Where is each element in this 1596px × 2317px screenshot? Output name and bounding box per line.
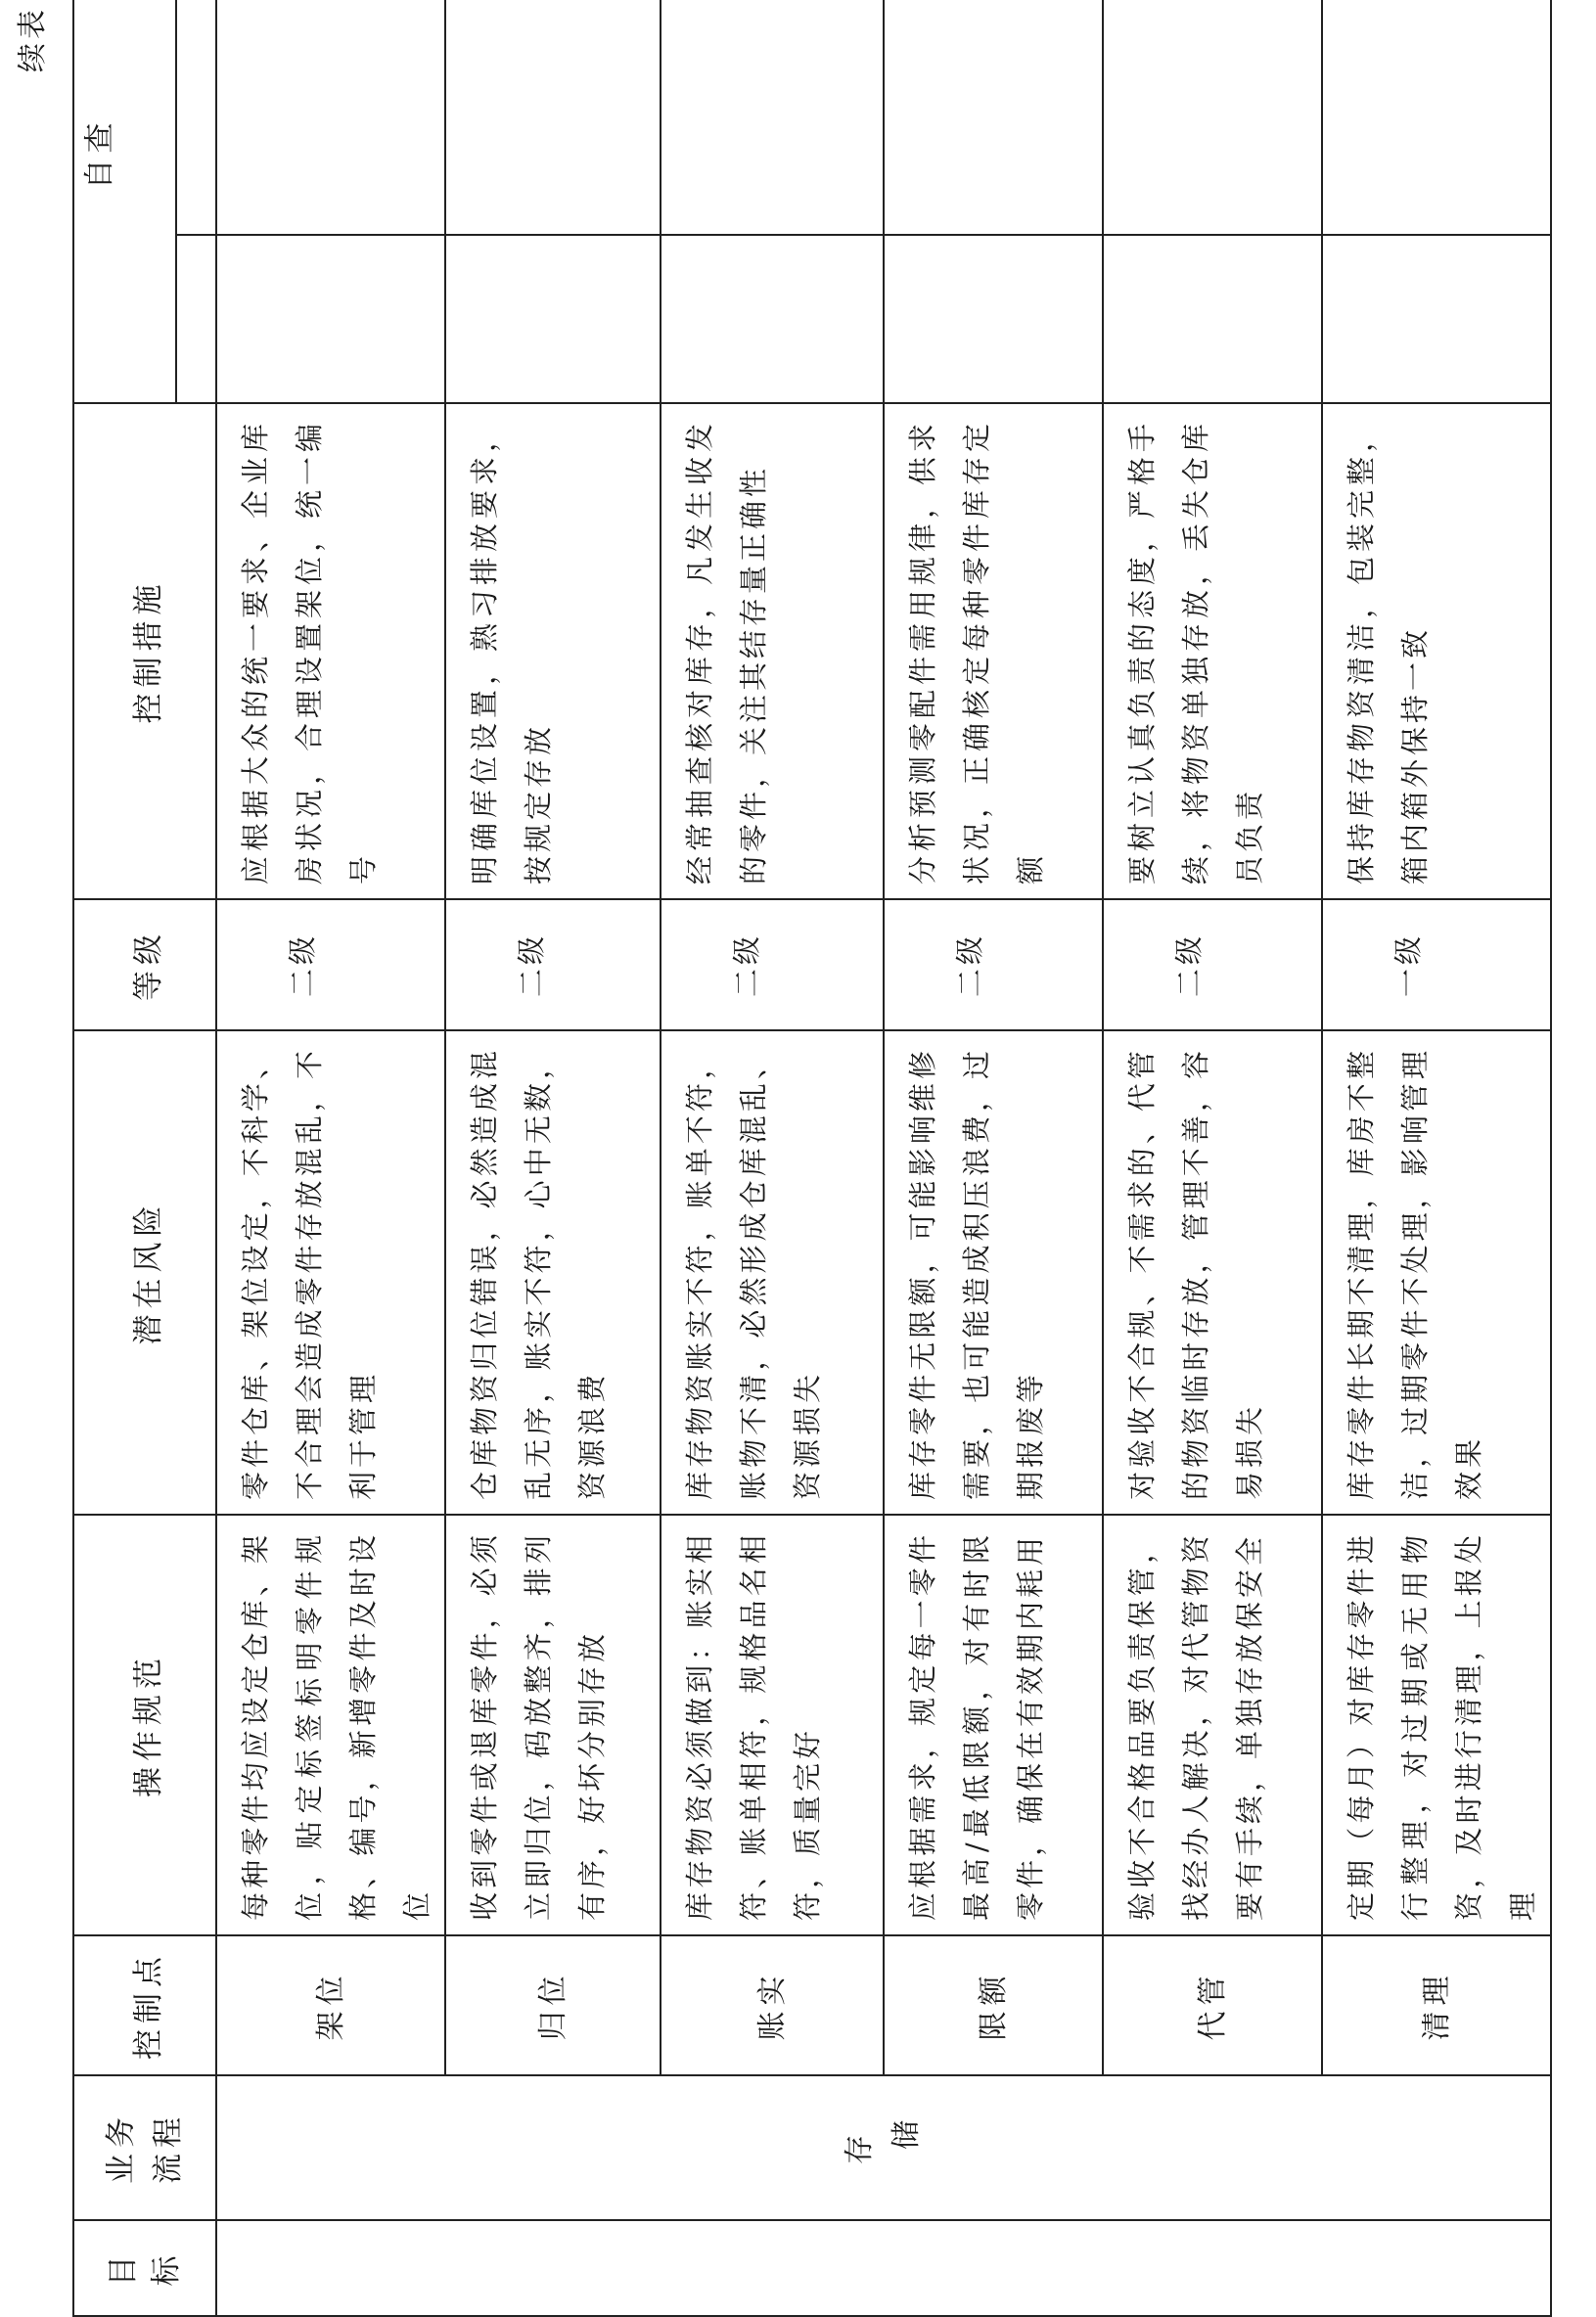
table-row — [445, 0, 661, 2316]
continuation-label: 续表 — [16, 6, 50, 72]
risk-cell: 库存零件长期不清理，库房不整洁，过期零件不处理，影响管理效果 — [1322, 1030, 1551, 1515]
operation-spec-cell: 应根据需求，规定每一零件最高/最低限额，对有时限零件，确保在有效期内耗用 — [884, 1515, 1103, 1935]
header-process: 业务 流程 — [73, 2075, 216, 2220]
measures-cell: 要树立认真负责的态度，严格手续，将物资单独存放，丢失仓库员负责 — [1103, 403, 1322, 899]
header-operation-spec: 操作规范 — [73, 1515, 216, 1935]
table-row — [661, 0, 884, 2316]
control-table — [72, 0, 1552, 2317]
self-check-cell-1 — [445, 235, 661, 403]
operation-spec-cell: 库存物资必须做到：账实相符、账单相符，规格品名相符，质量完好 — [661, 1515, 884, 1935]
self-check-cell-1 — [216, 235, 445, 403]
table-row — [216, 0, 445, 2316]
control-point-cell: 账实 — [661, 1935, 884, 2075]
self-check-cell-1 — [661, 235, 884, 403]
target-cell — [216, 2220, 1551, 2316]
control-point-cell: 清理 — [1322, 1935, 1551, 2075]
header-target: 目 标 — [73, 2220, 216, 2316]
self-check-cell-2 — [661, 0, 884, 235]
operation-spec-cell: 验收不合格品要负责保管，找经办人解决，对代管物资要有手续，单独存放保安全 — [1103, 1515, 1322, 1935]
measures-cell: 保持库存物资清洁，包装完整，箱内箱外保持一致 — [1322, 403, 1551, 899]
self-check-sub-2 — [176, 0, 216, 235]
header-row — [73, 0, 176, 2316]
self-check-cell-2 — [884, 0, 1103, 235]
self-check-sub-1 — [176, 235, 216, 403]
level-cell: 二级 — [216, 899, 445, 1030]
header-measures: 控制措施 — [73, 403, 216, 899]
control-point-cell: 限额 — [884, 1935, 1103, 2075]
operation-spec-cell: 收到零件或退库零件，必须立即归位，码放整齐，排列有序，好坏分别存放 — [445, 1515, 661, 1935]
header-risk: 潜在风险 — [73, 1030, 216, 1515]
measures-cell: 经常抽查核对库存，凡发生收发的零件，关注其结存量正确性 — [661, 403, 884, 899]
measures-cell: 分析预测零配件需用规律，供求状况，正确核定每种零件库存定额 — [884, 403, 1103, 899]
header-level: 等级 — [73, 899, 216, 1030]
table-row — [884, 0, 1103, 2316]
self-check-cell-2 — [216, 0, 445, 235]
level-cell: 一级 — [1322, 899, 1551, 1030]
control-point-cell: 代管 — [1103, 1935, 1322, 2075]
level-cell: 二级 — [884, 899, 1103, 1030]
control-point-cell: 架位 — [216, 1935, 445, 2075]
risk-cell: 零件仓库、架位设定，不科学、不合理会造成零件存放混乱，不利于管理 — [216, 1030, 445, 1515]
level-cell: 二级 — [661, 899, 884, 1030]
self-check-cell-2 — [445, 0, 661, 235]
risk-cell: 仓库物资归位错误，必然造成混乱无序，账实不符，心中无数，资源浪费 — [445, 1030, 661, 1515]
control-point-cell: 归位 — [445, 1935, 661, 2075]
self-check-cell-2 — [1103, 0, 1322, 235]
risk-cell: 库存物资账实不符，账单不符，账物不清，必然形成仓库混乱、资源损失 — [661, 1030, 884, 1515]
self-check-cell-1 — [884, 235, 1103, 403]
level-cell: 二级 — [1103, 899, 1322, 1030]
self-check-cell-1 — [1322, 235, 1551, 403]
operation-spec-cell: 每种零件均应设定仓库、架位，贴定标签标明零件规格、编号，新增零件及时设位 — [216, 1515, 445, 1935]
self-check-cell-1 — [1103, 235, 1322, 403]
header-control-point: 控制点 — [73, 1935, 216, 2075]
measures-cell: 明确库位设置，熟习排放要求，按规定存放 — [445, 403, 661, 899]
risk-cell: 库存零件无限额，可能影响维修需要，也可能造成积压浪费，过期报废等 — [884, 1030, 1103, 1515]
process-cell: 存 储 — [216, 2075, 1551, 2220]
operation-spec-cell: 定期（每月）对库存零件进行整理，对过期或无用物资，及时进行清理，上报处理 — [1322, 1515, 1551, 1935]
level-cell: 二级 — [445, 899, 661, 1030]
table-row — [1103, 0, 1322, 2316]
self-check-cell-2 — [1322, 0, 1551, 235]
measures-cell: 应根据大众的统一要求、企业库房状况，合理设置架位，统一编号 — [216, 403, 445, 899]
risk-cell: 对验收不合规、不需求的、代管的物资临时存放，管理不善，容易损失 — [1103, 1030, 1322, 1515]
header-self-check: 自查 — [73, 0, 176, 403]
table-row — [1322, 0, 1551, 2316]
